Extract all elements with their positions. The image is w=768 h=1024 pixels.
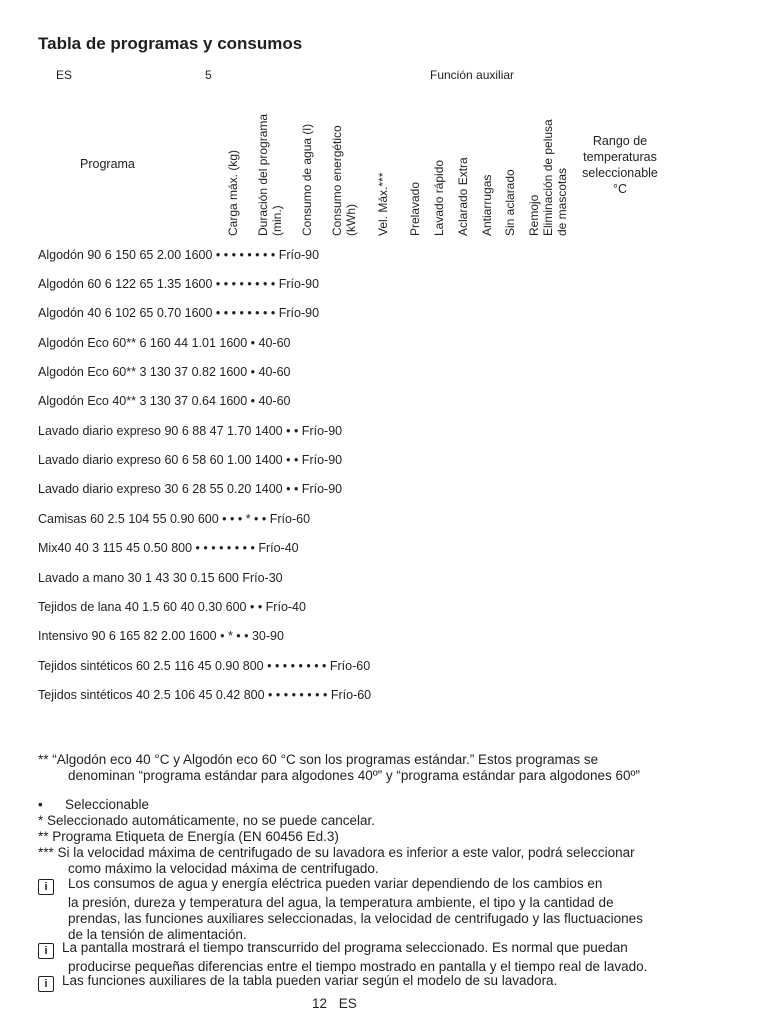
- info-consumption-line3: prendas, las funciones auxiliares seleccionadas, la velocidad de centrifugado y las fluctuaciones: [68, 911, 643, 926]
- document-title: Tabla de programas y consumos: [38, 34, 303, 53]
- table-row: Tejidos sintéticos 60 2.5 116 45 0.90 800 • • • • • • • • Frío-60: [38, 659, 371, 673]
- extra-rinse-header: Aclarado Extra: [456, 157, 470, 236]
- table-row: Tejidos sintéticos 40 2.5 106 45 0.42 800 • • • • • • • • Frío-60: [38, 688, 372, 702]
- table-row: Algodón Eco 60** 3 130 37 0.82 1600 • 40-60: [38, 365, 291, 379]
- page-footer: [312, 996, 357, 1011]
- anticrease-header: Antiarrugas: [480, 174, 494, 236]
- temp-range-line2: temperaturas: [583, 150, 657, 164]
- info-display-line2: producirse pequeñas diferencias entre el tiempo mostrado en pantalla y el tiempo real de lavado.: [68, 959, 648, 974]
- pet-hair-header-line1: Eliminación de pelusa: [541, 119, 555, 236]
- temp-range-line4: °C: [612, 182, 628, 196]
- table-row: Lavado diario expreso 60 6 58 60 1.00 1400 • • Frío-90: [38, 453, 343, 467]
- table-row: Lavado diario expreso 90 6 88 47 1.70 1400 • • Frío-90: [38, 424, 343, 438]
- temp-range-header: [574, 133, 666, 197]
- soak-and-pet-header: [527, 119, 569, 236]
- standard-note-line1: ** “Algodón eco 40 °C y Algodón eco 60 °C son los programas estándar.” Estos programas se: [38, 752, 599, 767]
- legend-max-speed: [38, 845, 635, 877]
- temp-range-line3: seleccionable: [582, 166, 658, 180]
- info-icon: i: [38, 879, 54, 895]
- soak-header: Remojo: [527, 194, 541, 236]
- energy-header-line1: Consumo energético: [330, 125, 344, 236]
- legend-energy-label: ** Programa Etiqueta de Energía (EN 60456 Ed.3): [38, 829, 339, 844]
- legend-max-speed-line1: *** Si la velocidad máxima de centrifugado de su lavadora es inferior a este valor, podrá seleccionar: [38, 845, 635, 860]
- info-icon: i: [38, 976, 54, 992]
- info-consumption-line4: de la tensión de alimentación.: [68, 927, 247, 942]
- table-row: Algodón 90 6 150 65 2.00 1600 • • • • • • • • Frío-90: [38, 248, 320, 262]
- legend: [38, 797, 635, 877]
- load-header: Carga máx. (kg): [226, 149, 240, 236]
- bullet-symbol: •: [38, 797, 43, 812]
- info-consumption-line1: Los consumos de agua y energía eléctrica pueden variar dependiendo de los cambios en: [68, 876, 603, 891]
- table-row: Algodón Eco 40** 3 130 37 0.64 1600 • 40-60: [38, 394, 291, 408]
- program-header: Programa: [80, 157, 135, 171]
- info-display-line1: La pantalla mostrará el tiempo transcurrido del programa seleccionado. Es normal que puedan: [62, 940, 628, 955]
- page-number: 12: [312, 996, 328, 1011]
- energy-header: [330, 125, 358, 236]
- table-row: Lavado a mano 30 1 43 30 0.15 600 Frío-30: [38, 571, 283, 585]
- footer-language: ES: [338, 996, 357, 1011]
- quick-wash-header: Lavado rápido: [432, 159, 446, 236]
- legend-max-speed-line2: como máximo la velocidad máxima de centrifugado.: [68, 861, 379, 876]
- info-icon: i: [38, 943, 54, 959]
- table-row: Tejidos de lana 40 1.5 60 40 0.30 600 • • Frío-40: [38, 600, 306, 614]
- table-row: Algodón 40 6 102 65 0.70 1600 • • • • • • • • Frío-90: [38, 306, 320, 320]
- legend-auto-selected: * Seleccionado automáticamente, no se puede cancelar.: [38, 813, 375, 828]
- info-note-consumption: [38, 876, 643, 943]
- pet-hair-header-line2: de mascotas: [555, 167, 569, 236]
- legend-selectable-text: Seleccionable: [65, 797, 150, 812]
- no-rinse-header: Sin aclarado: [503, 169, 517, 236]
- table-row: Algodón 60 6 122 65 1.35 1600 • • • • • • • • Frío-90: [38, 277, 320, 291]
- column-number: 5: [205, 68, 212, 82]
- temp-range-line1: Rango de: [592, 134, 648, 148]
- table-row: Camisas 60 2.5 104 55 0.90 600 • • • * • • Frío-60: [38, 512, 311, 526]
- info-aux-text: Las funciones auxiliares de la tabla pueden variar según el modelo de su lavadora.: [62, 973, 558, 988]
- table-row: Mix40 40 3 115 45 0.50 800 • • • • • • • • Frío-40: [38, 541, 299, 555]
- standard-note-line2: denominan “programa estándar para algodones 40º” y “programa estándar para algodones 60º”: [68, 768, 640, 783]
- duration-header-line1: Duración del programa: [256, 113, 270, 236]
- water-header: Consumo de agua (l): [300, 123, 314, 236]
- prewash-header: Prelavado: [408, 181, 422, 236]
- legend-selectable: [38, 797, 635, 813]
- speed-header: Vel. Máx.***: [376, 172, 390, 236]
- table-row: Intensivo 90 6 165 82 2.00 1600 • * • • 30-90: [38, 629, 284, 643]
- duration-header-line2: (min.): [270, 205, 284, 236]
- table-row: Algodón Eco 60** 6 160 44 1.01 1600 • 40-60: [38, 336, 291, 350]
- aux-function-header: Función auxiliar: [430, 68, 515, 82]
- table-row: Lavado diario expreso 30 6 28 55 0.20 1400 • • Frío-90: [38, 482, 343, 496]
- info-consumption-line2: la presión, dureza y temperatura del agua, la temperatura ambiente, el tipo y la cantidad de: [68, 895, 614, 910]
- language-label: ES: [56, 68, 73, 82]
- info-note-aux: [38, 973, 557, 992]
- energy-header-line2: (kWh): [344, 204, 358, 236]
- standard-programs-note: [38, 752, 640, 784]
- duration-header: [256, 114, 284, 236]
- info-note-display: [38, 940, 647, 975]
